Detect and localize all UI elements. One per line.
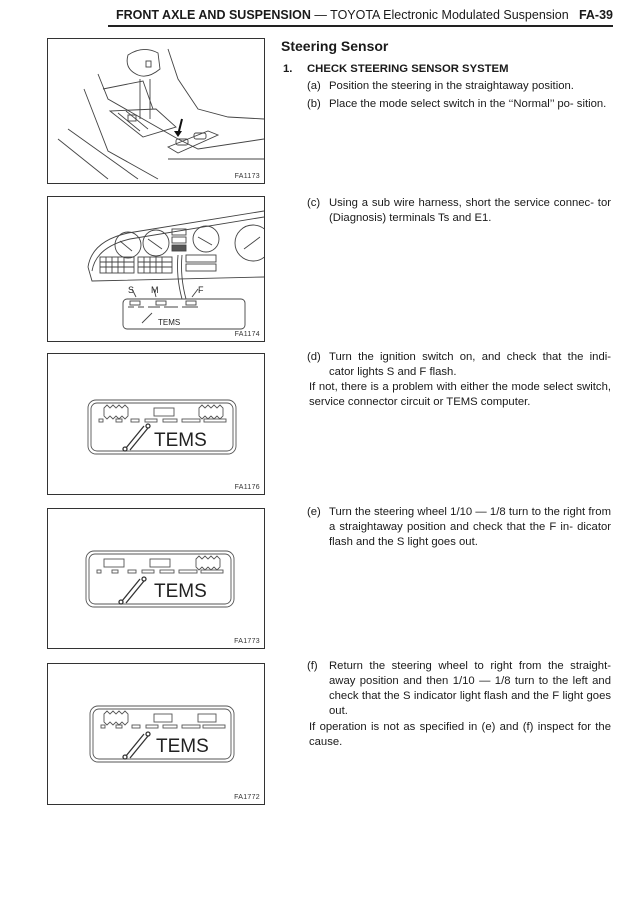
figure-instrument-cluster	[47, 196, 265, 342]
flash-f-icon	[199, 405, 223, 419]
header-section: FRONT AXLE AND SUSPENSION	[116, 8, 311, 22]
header-title	[116, 8, 569, 22]
figure-tems-s-f-flash	[47, 353, 265, 495]
item-label: (b)	[307, 98, 321, 110]
note-d-wrap	[281, 380, 611, 412]
figure-shift-console	[47, 38, 265, 184]
step-number: 1.	[283, 63, 293, 75]
flash-f-icon	[196, 556, 220, 570]
header-subtitle: — TOYOTA Electronic Modulated Suspension	[314, 8, 569, 22]
item-text: Position the steering in the straightaway position.	[329, 80, 574, 92]
item-label: (c)	[307, 197, 321, 209]
item-label: (a)	[307, 80, 321, 92]
item-label: (f)	[307, 660, 318, 672]
note-f-wrap	[281, 720, 611, 752]
tems-indicator-illustration	[48, 664, 264, 804]
label-m: M	[151, 285, 159, 295]
tems-label: TEMS	[156, 736, 209, 757]
label-s: S	[128, 285, 135, 295]
figure-tems-f-flash	[47, 508, 265, 649]
note-d: If not, there is a problem with either the mode select switch, service connector circuit or TEMS computer.	[309, 381, 611, 408]
tems-indicator-illustration	[48, 509, 264, 648]
item-text: Turn the steering wheel 1/10 — 1/8 turn to the right from a straightaway position and check that the F in- dicator flash and the S light goes out.	[329, 506, 611, 548]
page-number: FA-39	[578, 8, 613, 22]
shift-console-illustration	[48, 39, 264, 183]
note-f: If operation is not as specified in (e) and (f) inspect for the cause.	[309, 721, 611, 748]
label-f: F	[198, 285, 204, 295]
step-heading	[281, 62, 611, 78]
page-header	[108, 8, 613, 26]
item-text: Return the steering wheel to right from the straight- away position and then 1/10 — 1/8 turn to the left and check that the S indicator light flash and the F light goes out.	[329, 660, 611, 717]
tems-label: TEMS	[154, 581, 207, 602]
section-title: Steering Sensor	[281, 38, 389, 54]
item-c-wrap	[281, 196, 611, 228]
figure-code: FA1173	[234, 173, 260, 180]
item-label: (d)	[307, 351, 321, 363]
item-e-wrap	[281, 505, 611, 553]
item-label: (e)	[307, 506, 321, 518]
figure-tems-s-flash	[47, 663, 265, 805]
item-text: Using a sub wire harness, short the service connec- tor (Diagnosis) terminals Ts and E1.	[329, 197, 611, 224]
item-text: Turn the ignition switch on, and check that the indi- cator lights S and F flash.	[329, 351, 611, 378]
header-rule	[108, 25, 613, 27]
flash-s-icon	[104, 711, 128, 725]
figure-code: FA1773	[234, 638, 260, 645]
item-d-wrap	[281, 350, 611, 382]
item-b-wrap	[281, 97, 611, 129]
instrument-cluster-illustration	[48, 197, 264, 341]
figure-code: FA1176	[234, 484, 260, 491]
item-a-wrap	[281, 79, 611, 95]
item-text: Place the mode select switch in the ‘‘Normal’’ po- sition.	[329, 98, 607, 110]
tems-label: TEMS	[154, 430, 207, 451]
item-f-wrap	[281, 659, 611, 723]
figure-code: FA1174	[234, 331, 260, 338]
step-title: CHECK STEERING SENSOR SYSTEM	[307, 63, 509, 75]
tems-indicator-illustration	[48, 354, 264, 494]
section-title-block	[281, 39, 611, 59]
flash-s-icon	[104, 405, 128, 419]
tems-label: TEMS	[158, 318, 181, 327]
figure-code: FA1772	[234, 794, 260, 801]
